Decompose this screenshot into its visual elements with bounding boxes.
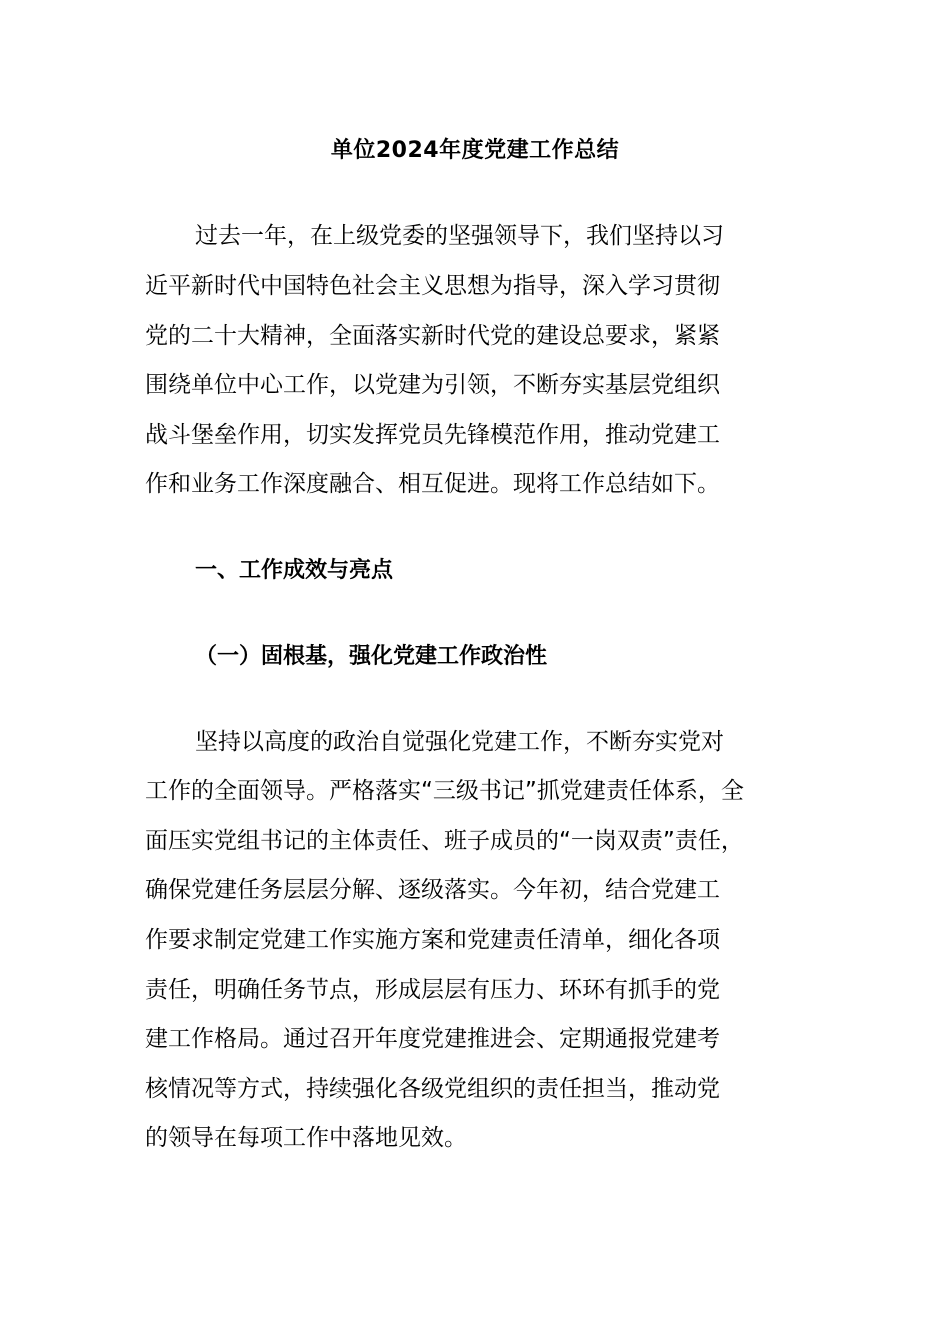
intro-line-1: 过去一年，在上级党委的坚强领导下，我们坚持以习: [195, 223, 724, 249]
intro-line-5: 战斗堡垒作用，切实发挥党员先锋模范作用，推动党建工: [145, 422, 720, 448]
intro-line-4: 围绕单位中心工作，以党建为引领，不断夯实基层党组织: [145, 372, 720, 398]
document-title: 单位2024年度党建工作总结: [330, 138, 620, 163]
section-heading: 一、工作成效与亮点: [195, 558, 394, 583]
body-line-6: 责任，明确任务节点，形成层层有压力、环环有抓手的党: [145, 977, 720, 1003]
intro-line-6: 作和业务工作深度融合、相互促进。现将工作总结如下。: [145, 471, 720, 497]
intro-line-2: 近平新时代中国特色社会主义思想为指导，深入学习贯彻: [145, 273, 720, 299]
intro-line-3: 党的二十大精神，全面落实新时代党的建设总要求，紧紧: [145, 323, 720, 349]
body-line-5: 作要求制定党建工作实施方案和党建责任清单，细化各项: [145, 927, 720, 953]
body-line-8: 核情况等方式，持续强化各级党组织的责任担当，推动党: [145, 1076, 720, 1102]
body-line-4: 确保党建任务层层分解、逐级落实。今年初，结合党建工: [145, 877, 720, 903]
subsection-heading: （一）固根基，强化党建工作政治性: [195, 644, 548, 669]
body-line-9: 的领导在每项工作中落地见效。: [145, 1125, 467, 1151]
body-line-3: 面压实党组书记的主体责任、班子成员的“一岗双责”责任，: [145, 828, 744, 854]
body-line-2: 工作的全面领导。严格落实“三级书记”抓党建责任体系，全: [145, 778, 744, 804]
body-line-1: 坚持以高度的政治自觉强化党建工作，不断夯实党对: [195, 729, 724, 755]
body-line-7: 建工作格局。通过召开年度党建推进会、定期通报党建考: [145, 1026, 720, 1052]
